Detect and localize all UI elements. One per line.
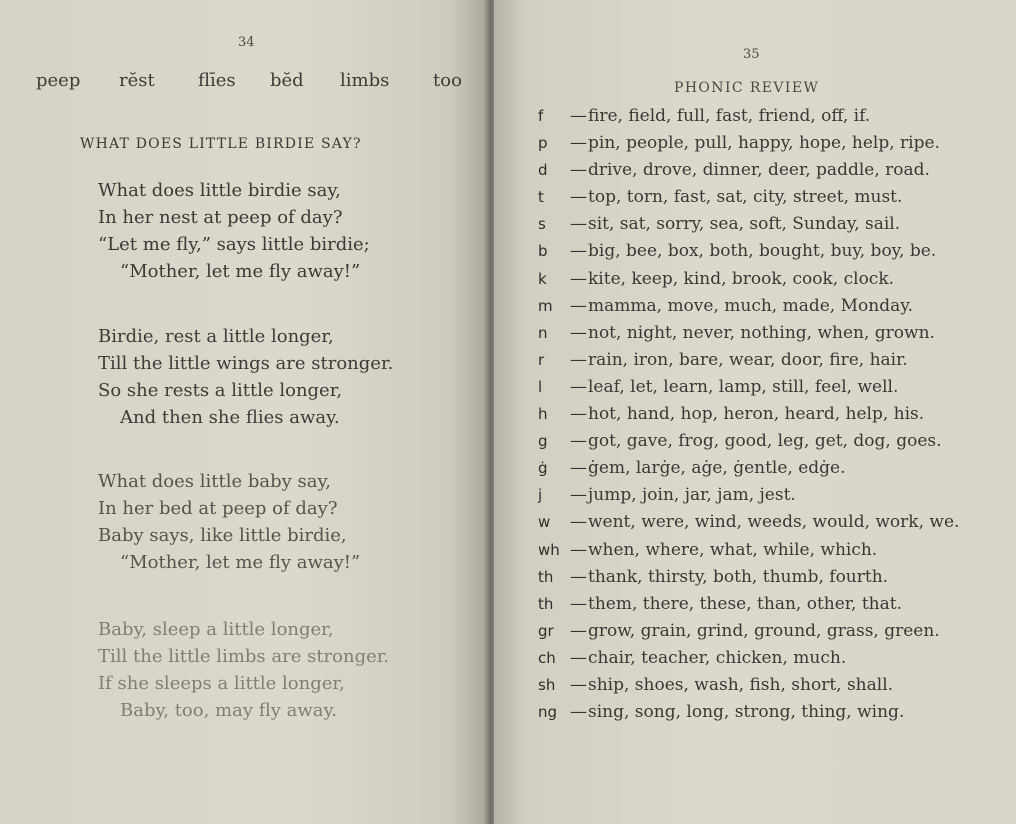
phonic-row xyxy=(532,509,972,536)
phonic-dash: — xyxy=(570,620,587,641)
phonic-words: grow, grain, grind, ground, grass, green. xyxy=(588,620,940,641)
phonic-letter: ng xyxy=(538,703,558,722)
phonic-letter: wh xyxy=(538,540,560,559)
phonic-letter: ch xyxy=(538,648,556,667)
phonic-words: leaf, let, learn, lamp, still, feel, well. xyxy=(588,376,899,397)
phonic-row xyxy=(532,211,972,238)
phonic-dash: — xyxy=(570,322,587,343)
phonic-words: ġem, larġe, aġe, ġentle, edġe. xyxy=(588,458,846,479)
phonic-words: not, night, never, nothing, when, grown. xyxy=(588,322,935,343)
phonic-words: jump, join, jar, jam, jest. xyxy=(588,485,796,506)
poem-line: “Mother, let me fly away!” xyxy=(120,261,361,282)
page-number-right: 35 xyxy=(743,47,760,62)
phonic-words: ship, shoes, wash, fish, short, shall. xyxy=(588,674,894,695)
phonic-row xyxy=(532,157,972,184)
phonic-letter: f xyxy=(538,107,544,125)
word-row-item: rĕst xyxy=(119,70,155,91)
phonic-letter: w xyxy=(538,513,551,532)
poem-stanza xyxy=(98,177,370,285)
phonic-letter: l xyxy=(538,377,543,396)
word-row-item: peep xyxy=(36,70,81,91)
phonic-words: mamma, move, much, made, Monday. xyxy=(588,295,913,316)
word-row-item: limbs xyxy=(340,70,390,91)
phonic-review-title: PHONIC REVIEW xyxy=(674,80,820,96)
phonic-letter: r xyxy=(538,350,545,369)
poem-line: “Let me fly,” says little birdie; xyxy=(98,234,370,255)
poem-line: Till the little limbs are stronger. xyxy=(98,646,390,667)
poem-stanza xyxy=(98,616,389,724)
poem-line: If she sleeps a little longer, xyxy=(98,673,345,694)
phonic-words: rain, iron, bare, wear, door, fire, hair. xyxy=(588,349,908,370)
phonic-letter: sh xyxy=(538,675,556,694)
phonic-dash: — xyxy=(570,539,587,560)
poem-line: Baby, sleep a little longer, xyxy=(98,619,334,640)
phonic-letter: k xyxy=(538,269,547,288)
poem-line: In her nest at peep of day? xyxy=(98,207,343,228)
phonic-letter: th xyxy=(538,594,554,613)
poem-line: Baby, too, may fly away. xyxy=(120,700,338,721)
phonic-letter: j xyxy=(538,486,543,505)
phonic-dash: — xyxy=(570,674,587,695)
phonic-row xyxy=(532,537,972,564)
phonic-words: thank, thirsty, both, thumb, fourth. xyxy=(588,566,889,587)
phonic-row xyxy=(532,374,972,401)
phonic-dash: — xyxy=(570,187,587,208)
phonic-dash: — xyxy=(570,376,587,397)
word-row-item: bĕd xyxy=(270,70,304,91)
phonic-letter: p xyxy=(538,134,548,153)
phonic-words: fire, field, full, fast, friend, off, if. xyxy=(588,106,871,126)
word-row-item: too xyxy=(433,70,462,91)
phonic-letter: ġ xyxy=(538,459,548,478)
phonic-dash: — xyxy=(570,295,587,316)
phonic-row xyxy=(532,672,972,699)
phonic-words: drive, drove, dinner, deer, paddle, road. xyxy=(588,160,930,181)
phonic-row xyxy=(532,238,972,265)
phonic-row xyxy=(532,401,972,428)
phonic-row xyxy=(532,293,972,320)
poem-line: Till the little wings are stronger. xyxy=(98,353,394,374)
phonic-dash: — xyxy=(570,485,587,506)
phonic-letter: m xyxy=(538,296,553,315)
phonic-words: got, gave, frog, good, leg, get, dog, goes. xyxy=(588,431,942,452)
poem-line: What does little birdie say, xyxy=(98,180,341,201)
phonic-row xyxy=(532,103,972,130)
phonic-letter: n xyxy=(538,323,548,342)
phonic-row xyxy=(532,184,972,211)
left-page xyxy=(0,0,488,824)
phonic-row xyxy=(532,618,972,645)
phonic-letter: h xyxy=(538,405,548,424)
phonic-row xyxy=(532,130,972,157)
phonic-words: when, where, what, while, which. xyxy=(588,539,878,560)
phonic-dash: — xyxy=(570,566,587,587)
phonic-dash: — xyxy=(570,431,587,452)
phonic-words: them, there, these, than, other, that. xyxy=(588,593,903,614)
phonic-words: sit, sat, sorry, sea, soft, Sunday, sail. xyxy=(588,214,901,235)
phonic-letter: b xyxy=(538,242,548,261)
phonic-dash: — xyxy=(570,512,587,533)
poem-line: “Mother, let me fly away!” xyxy=(120,552,361,573)
phonic-letter: g xyxy=(538,432,548,451)
phonic-dash: — xyxy=(570,241,587,262)
phonic-words: chair, teacher, chicken, much. xyxy=(588,647,847,668)
poem-line: What does little baby say, xyxy=(98,471,331,492)
phonic-row xyxy=(532,482,972,509)
phonic-row xyxy=(532,266,972,293)
phonic-row xyxy=(532,699,972,726)
phonic-words: top, torn, fast, sat, city, street, must. xyxy=(588,187,903,208)
phonic-words: pin, people, pull, happy, hope, help, ripe. xyxy=(588,133,940,154)
phonic-dash: — xyxy=(570,593,587,614)
phonic-review-list xyxy=(532,103,972,726)
phonic-row xyxy=(532,645,972,672)
phonic-dash: — xyxy=(570,160,587,181)
poem-stanza xyxy=(98,468,360,576)
phonic-letter: d xyxy=(538,161,548,180)
poem-line: Baby says, like little birdie, xyxy=(98,525,347,546)
phonic-row xyxy=(532,320,972,347)
phonic-row xyxy=(532,428,972,455)
phonic-dash: — xyxy=(570,404,587,425)
phonic-letter: s xyxy=(538,215,546,234)
poem-line: So she rests a little longer, xyxy=(98,380,343,401)
phonic-words: went, were, wind, weeds, would, work, we. xyxy=(588,512,960,533)
phonic-row xyxy=(532,347,972,374)
phonic-letter: th xyxy=(538,567,554,586)
phonic-row xyxy=(532,564,972,591)
phonic-row xyxy=(532,591,972,618)
phonic-letter: t xyxy=(538,188,544,207)
phonic-dash: — xyxy=(570,214,587,235)
word-row-item: flīes xyxy=(198,70,236,91)
phonic-letter: gr xyxy=(538,621,554,640)
poem-line: Birdie, rest a little longer, xyxy=(98,326,334,347)
phonic-dash: — xyxy=(570,268,587,289)
poem-title: WHAT DOES LITTLE BIRDIE SAY? xyxy=(80,136,362,152)
phonic-dash: — xyxy=(570,647,587,668)
phonic-dash: — xyxy=(570,106,587,126)
phonic-dash: — xyxy=(570,133,587,154)
phonic-dash: — xyxy=(570,458,587,479)
phonic-words: sing, song, long, strong, thing, wing. xyxy=(588,702,905,723)
phonic-row xyxy=(532,455,972,482)
poem-line: In her bed at peep of day? xyxy=(98,498,338,519)
phonic-words: big, bee, box, both, bought, buy, boy, be. xyxy=(588,241,937,262)
phonic-dash: — xyxy=(570,702,587,723)
phonic-words: kite, keep, kind, brook, cook, clock. xyxy=(588,268,895,289)
page-number-left: 34 xyxy=(238,35,255,50)
phonic-words: hot, hand, hop, heron, heard, help, his. xyxy=(588,404,925,425)
poem-stanza xyxy=(98,323,393,431)
phonic-dash: — xyxy=(570,349,587,370)
poem-line: And then she flies away. xyxy=(120,407,340,428)
